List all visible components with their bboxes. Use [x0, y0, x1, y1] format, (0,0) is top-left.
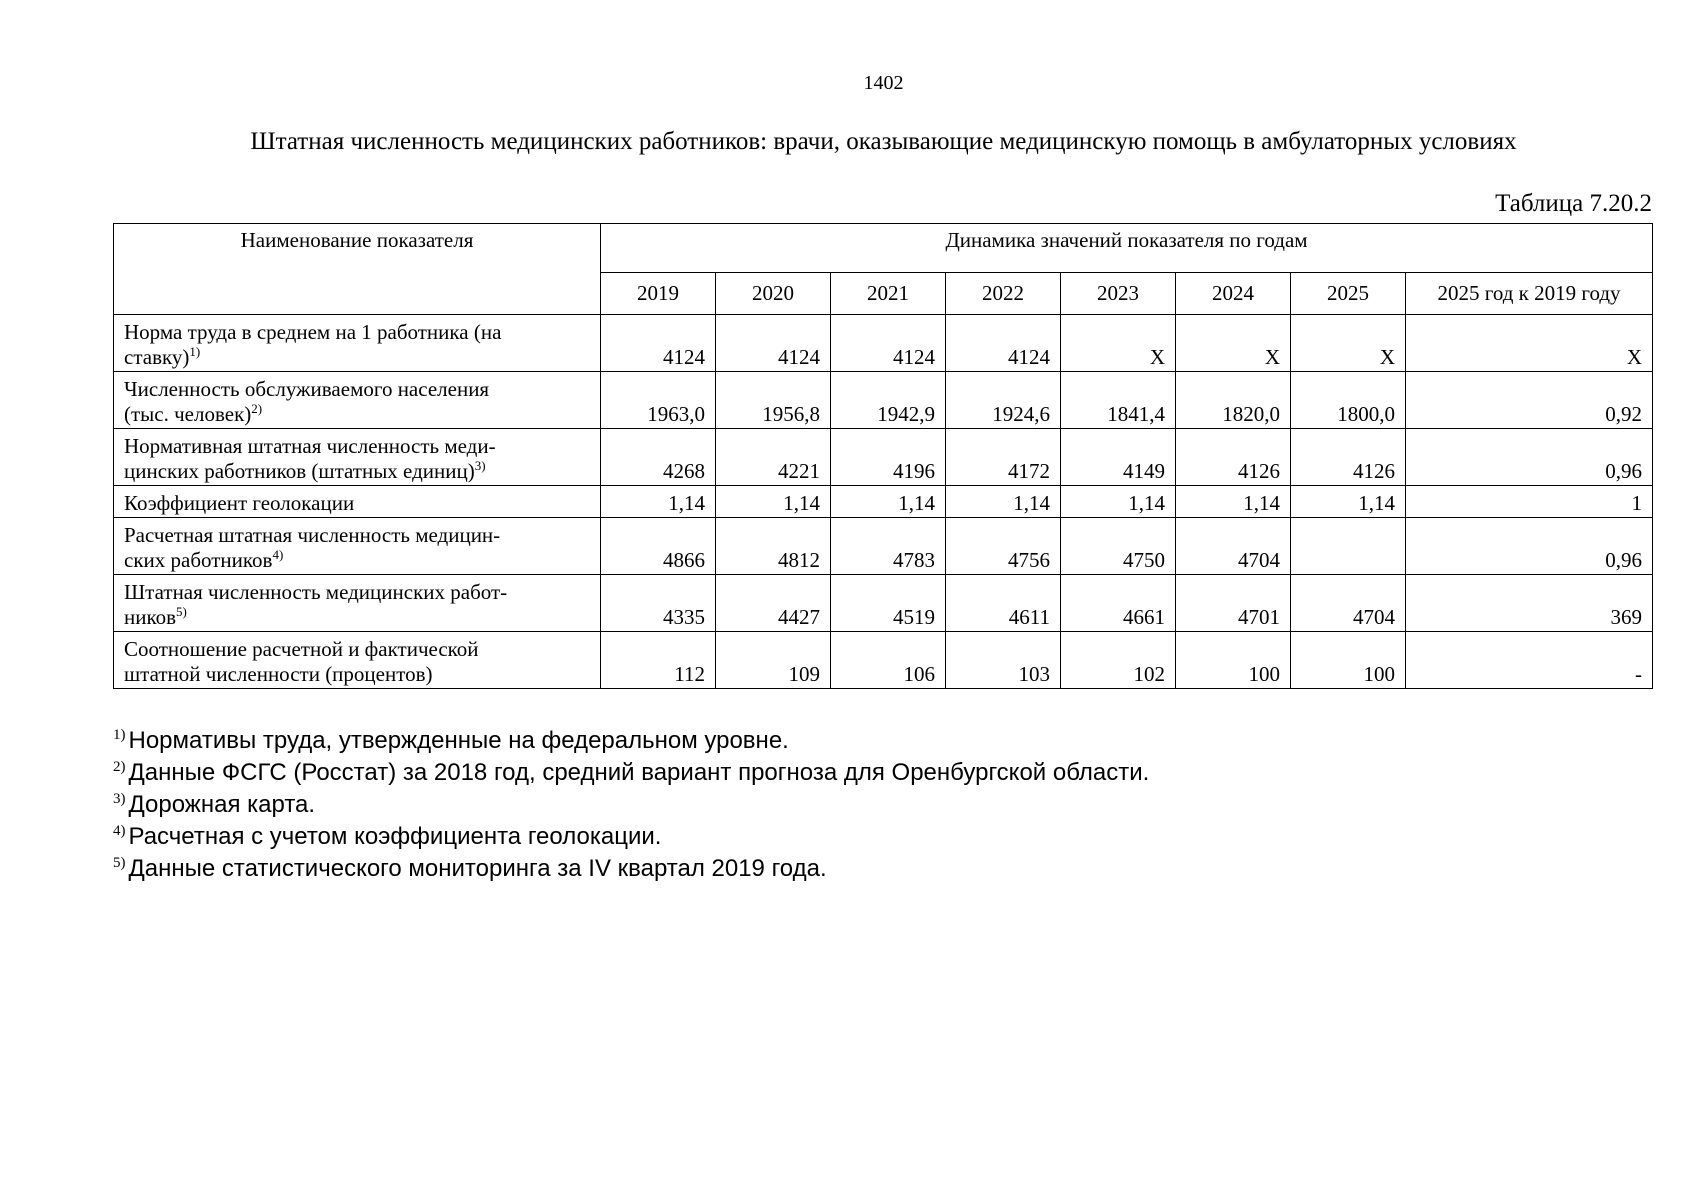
table-cell: 112: [601, 632, 716, 689]
row-label: Расчетная штатная численность медицин- ских работников$^{4)}$: [114, 518, 601, 575]
table-cell: 4704: [1291, 575, 1406, 632]
table-cell: X: [1291, 315, 1406, 372]
table-cell: 106: [831, 632, 946, 689]
header-year: 2021: [831, 273, 946, 315]
footnote-ref: 5): [176, 604, 187, 619]
table-cell: -: [1406, 632, 1653, 689]
header-year: 2020: [716, 273, 831, 315]
page-number: 1402: [863, 72, 904, 94]
table-cell: 1963,0: [601, 372, 716, 429]
table-cell: X: [1061, 315, 1176, 372]
table-cell: 4124: [946, 315, 1061, 372]
table-cell: 4126: [1176, 429, 1291, 486]
table-cell: 0,92: [1406, 372, 1653, 429]
footnote-text: Дорожная карта.: [128, 791, 316, 818]
table-cell: 4196: [831, 429, 946, 486]
table-cell: 4268: [601, 429, 716, 486]
row-label: Штатная численность медицинских работ- ников$^{5)}$: [114, 575, 601, 632]
table-row: [114, 632, 1653, 689]
table-cell: 1,14: [1176, 486, 1291, 518]
table-cell: 4519: [831, 575, 946, 632]
table-cell: 4701: [1176, 575, 1291, 632]
table-cell: 4611: [946, 575, 1061, 632]
table-row: [114, 315, 1653, 372]
footnote-text: Данные ФСГС (Росстат) за 2018 год, средний вариант прогноза для Оренбургской области.: [128, 759, 1150, 786]
footnote: [113, 757, 1149, 789]
footnote-mark: 1): [113, 727, 126, 743]
header-year: 2019: [601, 273, 716, 315]
footnote-mark: 4): [113, 823, 126, 839]
table-cell: 1800,0: [1291, 372, 1406, 429]
table-cell: 1,14: [1291, 486, 1406, 518]
header-year: 2023: [1061, 273, 1176, 315]
table-cell: X: [1176, 315, 1291, 372]
table-cell: 369: [1406, 575, 1653, 632]
table-cell: 4124: [716, 315, 831, 372]
table-cell: 4335: [601, 575, 716, 632]
row-label: Норма труда в среднем на 1 работника (на ставку)$^{1)}$: [114, 315, 601, 372]
footnote: [113, 789, 1149, 821]
header-ratio: 2025 год к 2019 году: [1406, 273, 1653, 315]
table-row: [114, 429, 1653, 486]
footnote-text: Нормативы труда, утвержденные на федеральном уровне.: [128, 727, 789, 754]
table-cell: 0,96: [1406, 518, 1653, 575]
table-row: [114, 486, 1653, 518]
table-cell: 1942,9: [831, 372, 946, 429]
table-cell: [1291, 518, 1406, 575]
table-number: Таблица 7.20.2: [1495, 190, 1652, 217]
table-cell: 4756: [946, 518, 1061, 575]
table-cell: 4221: [716, 429, 831, 486]
table-cell: 1,14: [946, 486, 1061, 518]
footnote-ref: 1): [189, 344, 201, 359]
table-cell: 4661: [1061, 575, 1176, 632]
footnote-mark: 2): [113, 759, 126, 775]
footnote-mark: 3): [113, 791, 126, 807]
staffing-table: [113, 223, 1653, 689]
table-row: [114, 575, 1653, 632]
table-cell: 102: [1061, 632, 1176, 689]
document-title: Штатная численность медицинских работников: врачи, оказывающие медицинскую помощь в амбулаторных условиях: [250, 128, 1517, 155]
table-cell: 1841,4: [1061, 372, 1176, 429]
header-indicator-name: Наименование показателя: [114, 224, 601, 315]
header-year: 2025: [1291, 273, 1406, 315]
table-cell: 4427: [716, 575, 831, 632]
footnote-ref: 2): [251, 401, 263, 416]
table-cell: 0,96: [1406, 429, 1653, 486]
footnote-mark: 5): [113, 855, 126, 871]
table-cell: 1820,0: [1176, 372, 1291, 429]
table-cell: X: [1406, 315, 1653, 372]
footnote-text: Данные статистического мониторинга за IV квартал 2019 года.: [128, 855, 827, 882]
table-cell: 100: [1176, 632, 1291, 689]
table-cell: 1,14: [716, 486, 831, 518]
table-cell: 1,14: [601, 486, 716, 518]
table-cell: 4750: [1061, 518, 1176, 575]
table-cell: 103: [946, 632, 1061, 689]
row-label: Соотношение расчетной и фактической штатной численности (процентов): [114, 632, 601, 689]
header-dynamics: Динамика значений показателя по годам: [601, 224, 1653, 273]
table-row: [114, 372, 1653, 429]
table-cell: 4704: [1176, 518, 1291, 575]
footnote-ref: 4): [272, 547, 284, 562]
table-cell: 4126: [1291, 429, 1406, 486]
footnote-ref: 3): [474, 458, 486, 473]
table-cell: 4783: [831, 518, 946, 575]
header-year: 2022: [946, 273, 1061, 315]
table-cell: 1,14: [1061, 486, 1176, 518]
table-cell: 4124: [831, 315, 946, 372]
header-year: 2024: [1176, 273, 1291, 315]
table-cell: 1,14: [831, 486, 946, 518]
table-cell: 100: [1291, 632, 1406, 689]
row-label: Нормативная штатная численность меди- цинских работников (штатных единиц)$^{3)}$: [114, 429, 601, 486]
row-label: Коэффициент геолокации: [114, 486, 601, 518]
footnote: [113, 725, 1149, 757]
table-cell: 4812: [716, 518, 831, 575]
footnote: [113, 821, 1149, 853]
table-cell: 1: [1406, 486, 1653, 518]
table-cell: 4172: [946, 429, 1061, 486]
footnote-text: Расчетная с учетом коэффициента геолокации.: [128, 823, 662, 850]
table-cell: 1956,8: [716, 372, 831, 429]
footnote: [113, 853, 1149, 885]
row-label: Численность обслуживаемого населения (тыс. человек)$^{2)}$: [114, 372, 601, 429]
table-cell: 1924,6: [946, 372, 1061, 429]
table-cell: 4149: [1061, 429, 1176, 486]
table-row: [114, 518, 1653, 575]
table-cell: 4124: [601, 315, 716, 372]
footnotes: [113, 725, 1149, 885]
table-cell: 109: [716, 632, 831, 689]
table-cell: 4866: [601, 518, 716, 575]
